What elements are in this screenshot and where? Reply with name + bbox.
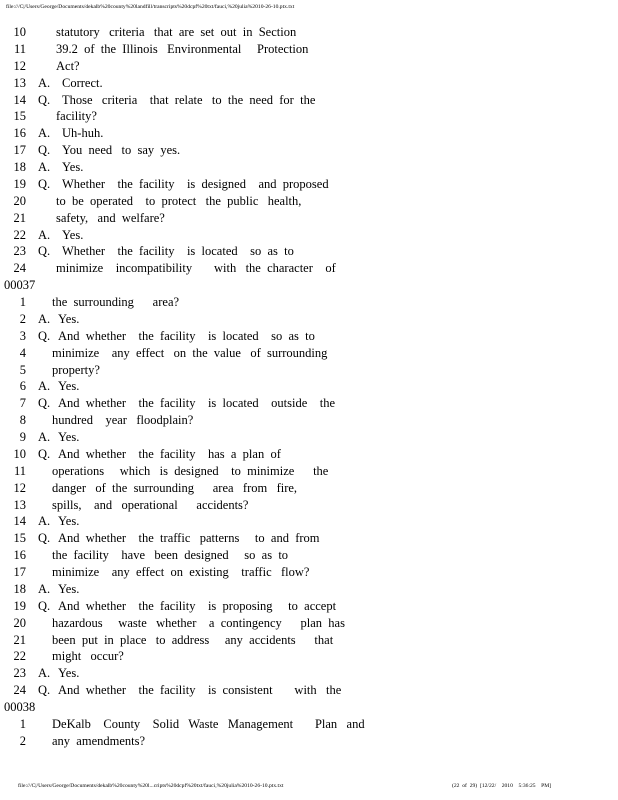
line-number: 7: [19, 396, 26, 411]
line-number: 21: [13, 632, 26, 647]
speaker-label: A.: [38, 514, 51, 529]
line-text: 39.2 of the Illinois Environmental Protection: [56, 41, 309, 56]
line-text: minimize incompatibility with the character of: [56, 261, 336, 276]
line-text: Yes.: [58, 514, 80, 529]
line-text: hundred year floodplain?: [52, 413, 194, 428]
line-text: minimize any effect on the value of surrounding: [52, 345, 328, 360]
line-text: Whether the facility is located so as to: [62, 244, 294, 259]
line-number: 17: [13, 143, 26, 158]
transcript-line: [0, 716, 618, 733]
line-text: Yes.: [62, 227, 84, 242]
transcript-line: [0, 412, 618, 429]
line-number: 13: [13, 75, 26, 90]
line-number: 15: [13, 531, 26, 546]
line-number: 19: [13, 176, 26, 191]
line-text: spills, and operational accidents?: [52, 497, 249, 512]
transcript-line: [0, 632, 618, 649]
transcript-line: [0, 227, 618, 244]
speaker-label: A.: [38, 581, 51, 596]
transcript-line: [0, 564, 618, 581]
line-number: 8: [19, 413, 26, 428]
line-number: 11: [13, 41, 26, 56]
speaker-label: Q.: [38, 683, 51, 698]
transcript-line: [0, 243, 618, 260]
line-number: 2: [19, 733, 26, 748]
line-text: Yes.: [62, 160, 84, 174]
transcript-line: [0, 480, 618, 497]
transcript-line: [0, 446, 618, 463]
transcript-line: [0, 429, 618, 446]
page-info-footer: (22 of 29) [12/22/ 2010 5:36:25 PM]: [452, 783, 552, 789]
line-number: 18: [13, 581, 26, 596]
transcript-line: [0, 665, 618, 682]
line-number: 15: [13, 109, 26, 124]
transcript-line: [0, 92, 618, 109]
line-number: 5: [19, 362, 26, 377]
transcript-line: [0, 733, 618, 750]
line-text: minimize any effect on existing traffic flow?: [52, 565, 310, 579]
speaker-label: Q.: [38, 92, 51, 107]
line-text: And whether the traffic patterns to and from: [58, 531, 320, 546]
line-text: danger of the surrounding area from fire,: [52, 480, 298, 495]
speaker-label: A.: [38, 311, 51, 326]
line-number: 12: [13, 58, 26, 73]
line-number: 11: [13, 463, 26, 478]
line-number: 14: [13, 514, 26, 529]
page-marker-line: [0, 699, 618, 716]
line-text: hazardous waste whether a contingency plan has: [52, 615, 345, 630]
line-number: 13: [13, 497, 26, 512]
speaker-label: Q.: [38, 446, 51, 461]
transcript-line: [0, 530, 618, 547]
speaker-label: A.: [38, 75, 51, 90]
speaker-label: A.: [38, 430, 51, 444]
line-text: Yes.: [58, 581, 80, 596]
page-number: 00037: [4, 278, 36, 293]
speaker-label: A.: [38, 160, 51, 174]
line-text: property?: [52, 362, 100, 377]
speaker-label: A.: [38, 666, 51, 681]
line-text: facility?: [56, 109, 97, 124]
transcript-line: [0, 513, 618, 530]
transcript-line: [0, 125, 618, 142]
line-number: 9: [19, 430, 26, 444]
line-number: 24: [13, 683, 26, 698]
line-number: 22: [13, 649, 26, 664]
transcript-line: [0, 159, 618, 176]
transcript-line: [0, 210, 618, 227]
line-number: 21: [13, 210, 26, 225]
line-text: And whether the facility is consistent with the: [58, 683, 342, 698]
line-number: 20: [13, 615, 26, 630]
line-text: might occur?: [52, 649, 124, 664]
line-text: statutory criteria that are set out in Section: [56, 25, 297, 39]
transcript-line: [0, 362, 618, 379]
line-number: 1: [19, 295, 26, 309]
speaker-label: A.: [38, 379, 51, 394]
transcript-line: [0, 648, 618, 665]
line-text: And whether the facility is located so as to: [58, 328, 315, 343]
transcript-line: [0, 193, 618, 210]
line-number: 16: [13, 548, 26, 563]
line-number: 20: [13, 193, 26, 208]
line-number: 10: [13, 25, 26, 39]
line-number: 3: [19, 328, 26, 343]
line-text: to be operated to protect the public health,: [56, 193, 302, 208]
line-text: any amendments?: [52, 733, 146, 748]
line-number: 4: [19, 345, 26, 360]
line-number: 17: [13, 565, 26, 579]
line-text: And whether the facility is located outside the: [58, 396, 336, 411]
line-text: DeKalb County Solid Waste Management Plan and: [52, 716, 365, 731]
line-text: Whether the facility is designed and proposed: [62, 176, 329, 191]
transcript-line: [0, 547, 618, 564]
line-text: Correct.: [62, 75, 103, 90]
transcript-line: [0, 497, 618, 514]
line-text: the facility have been designed so as to: [52, 548, 289, 563]
speaker-label: Q.: [38, 328, 51, 343]
line-number: 10: [13, 446, 26, 461]
line-number: 6: [19, 379, 26, 394]
transcript-line: [0, 58, 618, 75]
line-text: the surrounding area?: [52, 295, 180, 309]
page-marker-line: [0, 277, 618, 294]
transcript-line: [0, 598, 618, 615]
line-number: 1: [19, 716, 26, 731]
speaker-label: Q.: [38, 143, 51, 158]
transcript-line: [0, 682, 618, 699]
speaker-label: Q.: [38, 244, 51, 259]
line-number: 12: [13, 480, 26, 495]
speaker-label: Q.: [38, 598, 51, 613]
line-number: 14: [13, 92, 26, 107]
line-text: Yes.: [58, 379, 80, 394]
transcript-line: [0, 260, 618, 277]
transcript-line: [0, 328, 618, 345]
transcript-line: [0, 75, 618, 92]
line-number: 2: [19, 311, 26, 326]
line-text: Yes.: [58, 666, 80, 681]
transcript-line: [0, 294, 618, 311]
transcript-line: [0, 41, 618, 58]
speaker-label: A.: [38, 126, 51, 141]
speaker-label: Q.: [38, 396, 51, 411]
transcript-line: [0, 176, 618, 193]
file-path-footer: file:///C|/Users/George/Documents/dekalb%20county%20l...cripts%20dcpf%20txt/fauci,%20julia%2010-26-10.ptx.txt: [18, 783, 284, 789]
transcript-line: [0, 395, 618, 412]
transcript-line: [0, 142, 618, 159]
line-text: safety, and welfare?: [56, 210, 165, 225]
line-text: And whether the facility has a plan of: [58, 446, 281, 461]
line-text: operations which is designed to minimize the: [52, 463, 329, 478]
file-path-header: file:///C|/Users/George/Documents/dekalb%20county%20landfill/transcripts%20dcpf%20txt/fauci,%20julia%2010-26-10.ptx.txt: [6, 4, 295, 10]
speaker-label: Q.: [38, 531, 51, 546]
line-text: Uh-huh.: [62, 126, 104, 141]
line-number: 23: [13, 244, 26, 259]
speaker-label: A.: [38, 227, 51, 242]
line-number: 24: [13, 261, 26, 276]
line-text: Act?: [56, 58, 80, 73]
page-number: 00038: [4, 700, 36, 714]
line-text: been put in place to address any accidents that: [52, 632, 334, 647]
line-number: 18: [13, 160, 26, 174]
line-text: Those criteria that relate to the need for the: [62, 92, 316, 107]
transcript-line: [0, 311, 618, 328]
transcript-line: [0, 108, 618, 125]
transcript-line: [0, 615, 618, 632]
transcript-line: [0, 345, 618, 362]
transcript-line: [0, 24, 618, 41]
speaker-label: Q.: [38, 176, 51, 191]
line-number: 19: [13, 598, 26, 613]
transcript-line: [0, 581, 618, 598]
line-number: 16: [13, 126, 26, 141]
line-text: You need to say yes.: [62, 143, 181, 158]
transcript-line: [0, 463, 618, 480]
line-text: And whether the facility is proposing to accept: [58, 598, 337, 613]
line-number: 22: [13, 227, 26, 242]
line-text: Yes.: [58, 430, 80, 444]
line-text: Yes.: [58, 311, 80, 326]
transcript-body: [0, 24, 618, 750]
line-number: 23: [13, 666, 26, 681]
transcript-line: [0, 378, 618, 395]
